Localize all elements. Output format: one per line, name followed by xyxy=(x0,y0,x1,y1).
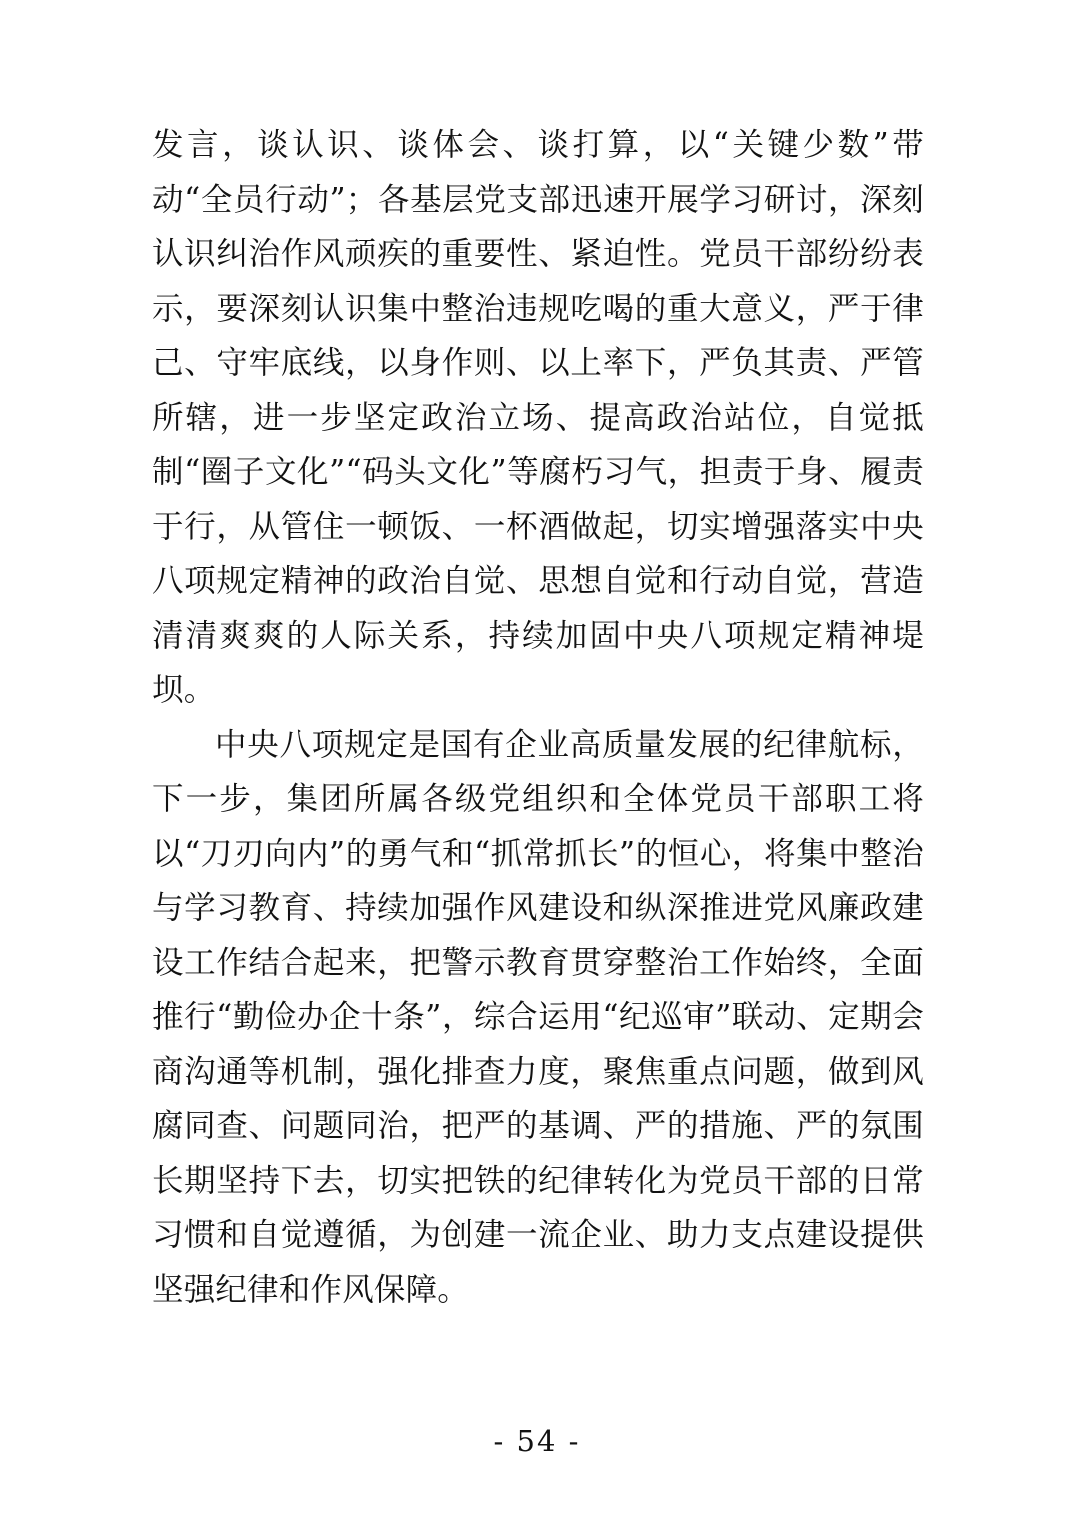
paragraph: 发言，谈认识、谈体会、谈打算，以“关键少数”带动“全员行动”；各基层党支部迅速开展学习研讨，深刻认识纠治作风顽疾的重要性、紧迫性。党员干部纷纷表示，要深刻认识集中整治违规吃喝的重大意义，严于律己、守牢底线，以身作则、以上率下，严负其责、严管所辖，进一步坚定政治立场、提高政治站位，自觉抵制“圈子文化”“码头文化”等腐朽习气，担责于身、履责于行，从管住一顿饭、一杯酒做起，切实增强落实中央八项规定精神的政治自觉、思想自觉和行动自觉，营造清清爽爽的人际关系，持续加固中央八项规定精神堤坝。 xyxy=(152,127,924,708)
paragraph: 中央八项规定是国有企业高质量发展的纪律航标，下一步，集团所属各级党组织和全体党员干部职工将以“刀刃向内”的勇气和“抓常抓长”的恒心，将集中整治与学习教育、持续加强作风建设和纵深推进党风廉政建设工作结合起来，把警示教育贯穿整治工作始终，全面推行“勤俭办企十条”，综合运用“纪巡审”联动、定期会商沟通等机制，强化排查力度，聚焦重点问题，做到风腐同查、问题同治，把严的基调、严的措施、严的氛围长期坚持下去，切实把铁的纪律转化为党员干部的日常习惯和自觉遵循，为创建一流企业、助力支点建设提供坚强纪律和作风保障。 xyxy=(152,726,924,1308)
page-number: - 54 - xyxy=(493,1424,581,1458)
document-body xyxy=(152,118,924,1317)
